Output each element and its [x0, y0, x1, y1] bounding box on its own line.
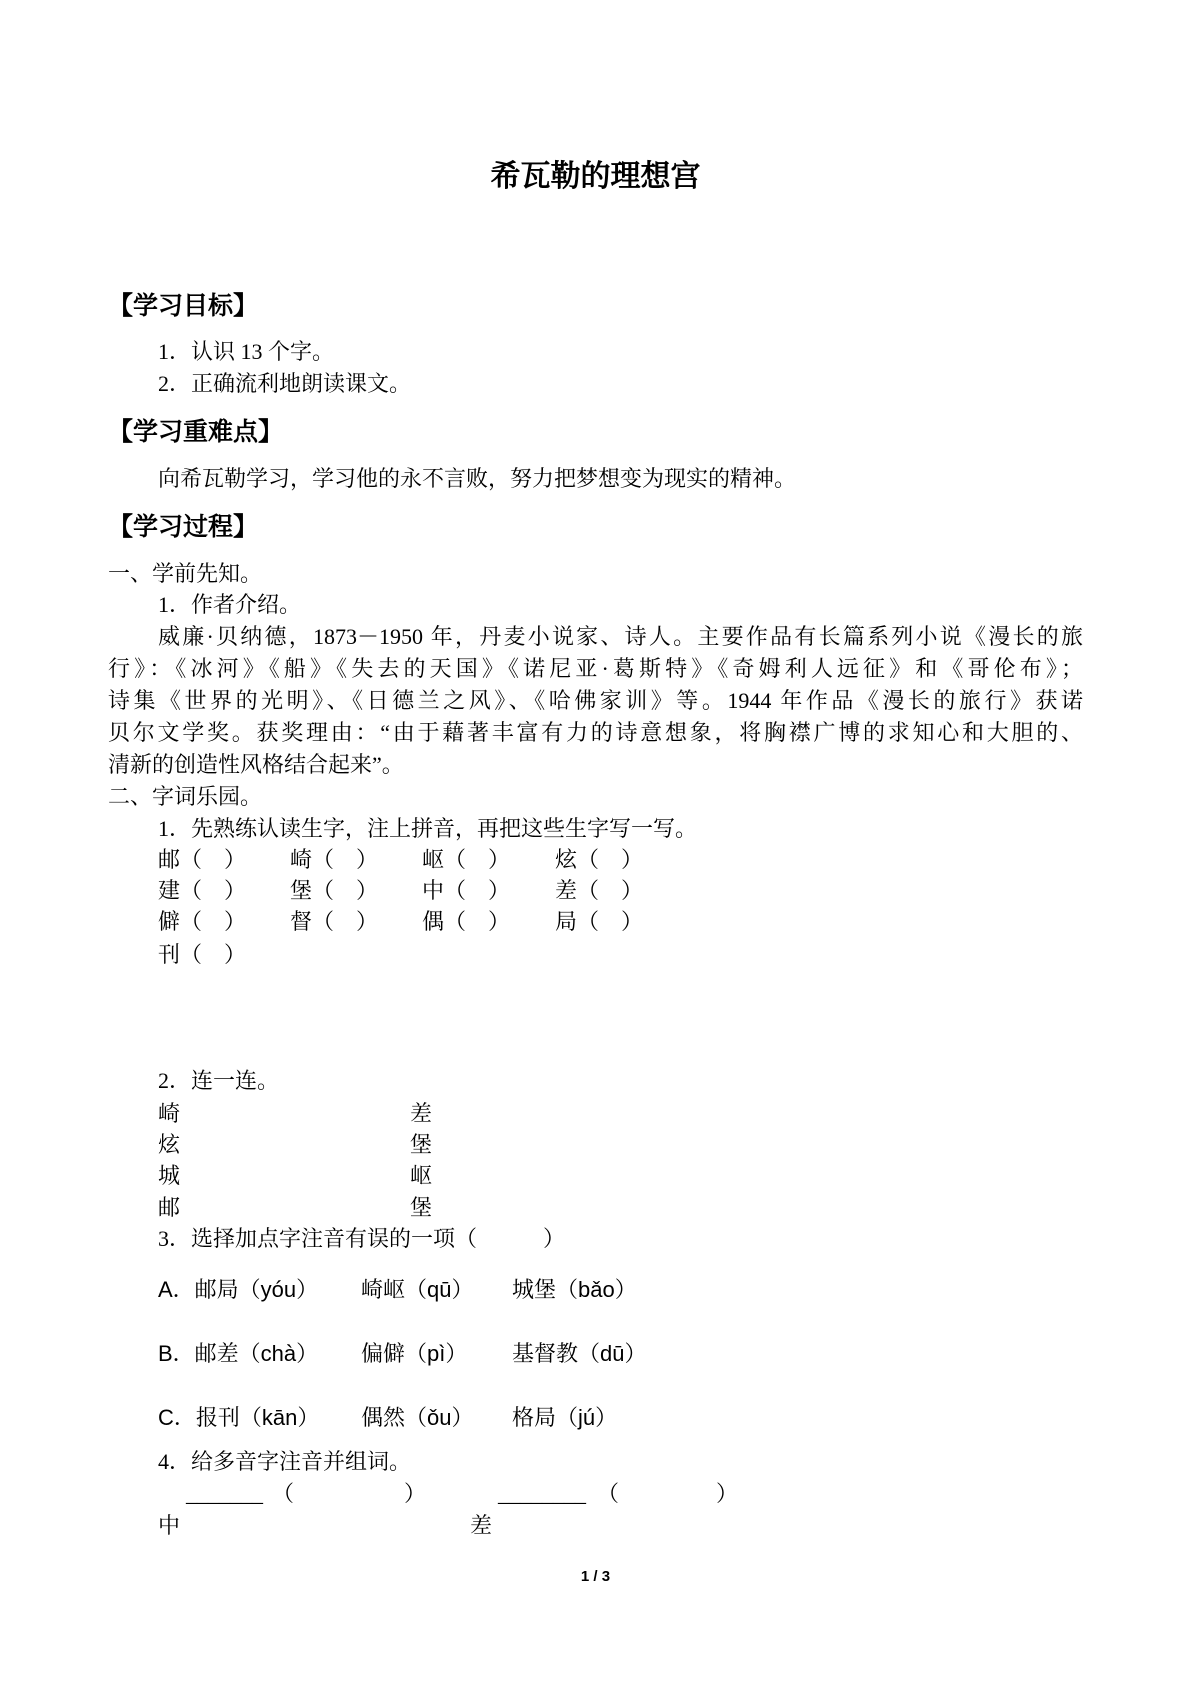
word-blank: （ ） [597, 1481, 738, 1506]
char-blank: 差（ ） [555, 878, 644, 903]
char-blank: 局（ ） [555, 909, 644, 934]
word-blank: （ ） [272, 1481, 426, 1506]
option-c-word: C．报刊（kān） [158, 1405, 320, 1430]
author-intro-line: 行》：《冰河》《船》《失去的天国》《诺尼亚·葛斯特》《奇姆利人远征》和《哥伦布》； [108, 656, 1083, 681]
char-blank: 督（ ） [290, 909, 379, 934]
char-blank: 炫（ ） [555, 847, 644, 872]
section-heading-key-points: 【学习重难点】 [108, 417, 284, 446]
author-intro-line: 清新的创造性风格结合起来”。 [108, 752, 404, 777]
char-blank: 堡（ ） [290, 878, 379, 903]
q1-prompt: 1．先熟练认读生字，注上拼音，再把这些生字写一写。 [158, 816, 698, 841]
char-blank: 偶（ ） [422, 909, 511, 934]
match-right-char: 堡 [410, 1132, 433, 1157]
option-b-word: 基督教（dū） [512, 1341, 647, 1366]
match-left-char: 城 [158, 1163, 181, 1188]
author-intro-line: 贝尔文学奖。获奖理由：“由于藉著丰富有力的诗意想象，将胸襟广博的求知心和大胆的、 [108, 720, 1083, 745]
option-b-word: 偏僻（pì） [361, 1341, 468, 1366]
pinyin-blank: ________ [498, 1481, 586, 1506]
author-intro-line: 诗集《世界的光明》、《日德兰之风》、《哈佛家训》等。1944 年作品《漫长的旅行》获诺 [108, 688, 1083, 713]
option-a-word: 崎岖（qū） [361, 1277, 474, 1302]
option-c-word: 偶然（ǒu） [361, 1405, 474, 1430]
section-heading-goals: 【学习目标】 [108, 291, 259, 320]
match-left-char: 崎 [158, 1101, 181, 1126]
page-number: 1 / 3 [580, 1568, 611, 1585]
q4-prompt: 4．给多音字注音并组词。 [158, 1449, 412, 1474]
author-intro-heading: 1．作者介绍。 [158, 592, 302, 617]
page-title: 希瓦勒的理想宫 [490, 159, 701, 194]
pinyin-blank: _______ [186, 1481, 263, 1506]
match-left-char: 炫 [158, 1132, 181, 1157]
polyphonic-char: 中 [158, 1513, 181, 1538]
char-blank: 僻（ ） [158, 909, 247, 934]
option-a-word: A．邮局（yóu） [158, 1277, 319, 1302]
match-left-char: 邮 [158, 1195, 181, 1220]
q2-prompt: 2．连一连。 [158, 1068, 280, 1093]
author-intro-line: 威廉·贝纳德，1873－1950 年，丹麦小说家、诗人。主要作品有长篇系列小说《漫长的旅 [158, 624, 1083, 649]
char-blank: 刊（ ） [158, 942, 247, 967]
q3-prompt: 3．选择加点字注音有误的一项（ ） [158, 1226, 566, 1251]
char-blank: 建（ ） [158, 878, 247, 903]
polyphonic-char: 差 [470, 1513, 493, 1538]
char-blank: 崎（ ） [290, 847, 379, 872]
option-c-word: 格局（jú） [512, 1405, 618, 1430]
option-a-word: 城堡（bǎo） [512, 1277, 637, 1302]
match-right-char: 差 [410, 1101, 433, 1126]
option-b-word: B．邮差（chà） [158, 1341, 319, 1366]
match-right-char: 堡 [410, 1195, 433, 1220]
char-blank: 岖（ ） [422, 847, 511, 872]
goal-item: 2．正确流利地朗读课文。 [158, 371, 412, 396]
match-right-char: 岖 [410, 1163, 433, 1188]
key-points-text: 向希瓦勒学习，学习他的永不言败，努力把梦想变为现实的精神。 [158, 466, 797, 491]
goal-item: 1．认识 13 个字。 [158, 339, 335, 364]
part1-heading: 一、学前先知。 [108, 561, 263, 586]
section-heading-process: 【学习过程】 [108, 512, 259, 541]
char-blank: 中（ ） [422, 878, 511, 903]
part2-heading: 二、字词乐园。 [108, 784, 263, 809]
char-blank: 邮（ ） [158, 847, 247, 872]
